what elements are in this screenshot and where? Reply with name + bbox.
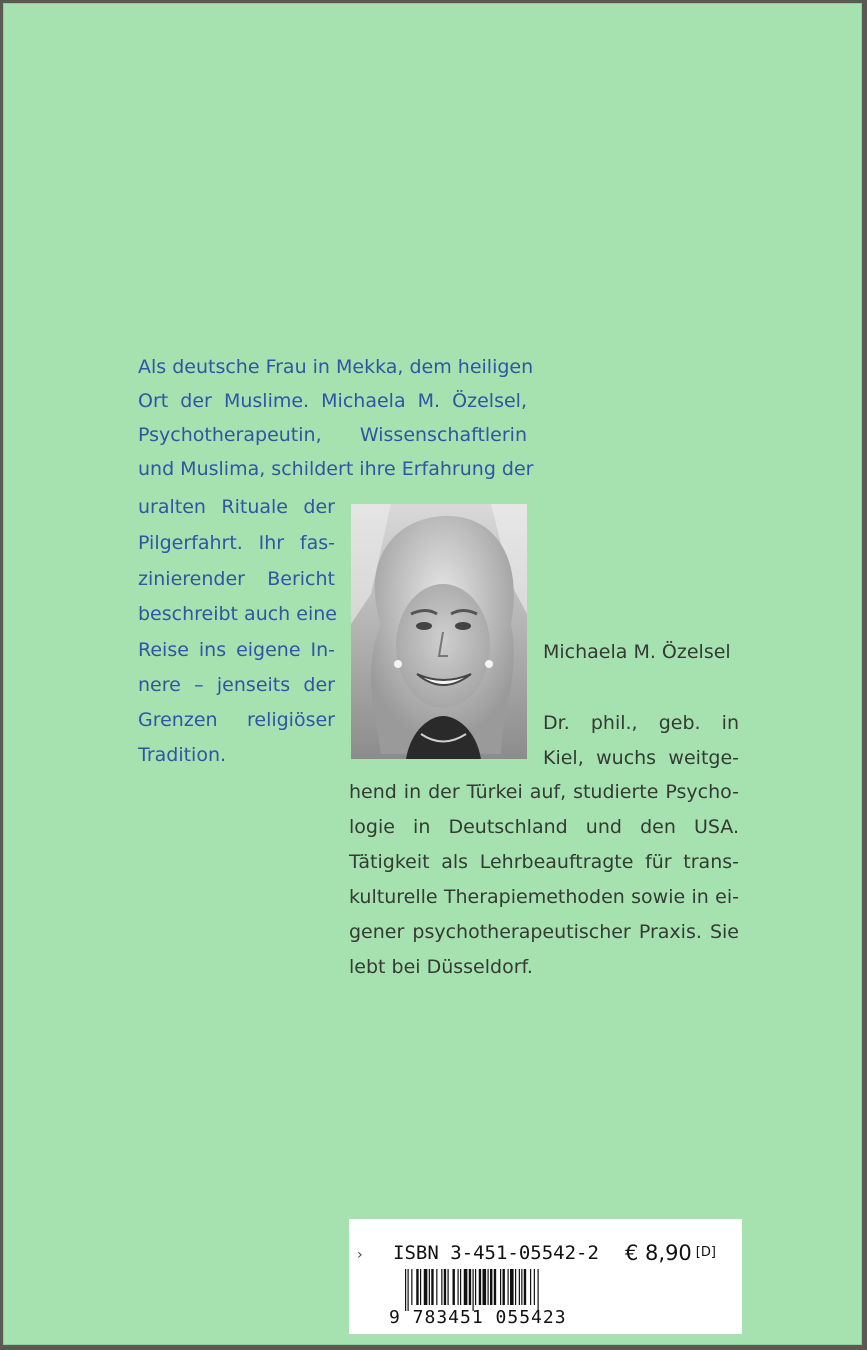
blurb-line: Ort der Muslime. Michaela M. Özelsel, (138, 390, 527, 412)
blurb-line: Reise ins eigene In- (138, 639, 335, 661)
price-value: € 8,90 (625, 1241, 692, 1265)
barcode-bar (444, 1269, 446, 1305)
bio-line: Tätigkeit als Lehrbeauftragte für trans- (349, 851, 739, 873)
bio-line: hend in der Türkei auf, studierte Psycho- (349, 781, 739, 803)
barcode-bar (458, 1269, 459, 1305)
blurb-line: Pilgerfahrt. Ihr fas- (138, 532, 335, 554)
author-name: Michaela M. Özelsel (543, 641, 731, 663)
book-back-cover (3, 3, 862, 1345)
barcode-bar (464, 1269, 468, 1305)
barcode-bar (521, 1269, 522, 1305)
barcode-bar (524, 1269, 526, 1305)
barcode-bar (508, 1269, 509, 1305)
barcode-bar (534, 1269, 535, 1305)
barcode-bar (530, 1269, 531, 1305)
isbn-number: ISBN 3-451-05542-2 (393, 1242, 599, 1264)
barcode-bar (473, 1269, 474, 1311)
blurb-line: Psychotherapeutin, Wissenschaftlerin (138, 424, 527, 446)
barcode-bar (420, 1269, 421, 1305)
blurb-line: Als deutsche Frau in Mekka, dem heiligen (138, 356, 534, 378)
bio-line: Dr. phil., geb. in (543, 712, 739, 734)
blurb-line: und Muslima, schildert ihre Erfahrung der (138, 458, 534, 480)
barcode-icon (405, 1269, 591, 1311)
blurb-line: beschreibt auch eine (138, 603, 337, 625)
bio-line: gener psychotherapeutischer Praxis. Sie (349, 921, 739, 943)
barcode-bar (436, 1269, 437, 1305)
barcode-bar (448, 1269, 449, 1305)
barcode-bar (483, 1269, 487, 1305)
barcode-bar (411, 1269, 412, 1305)
barcode-bar (424, 1269, 428, 1305)
barcode-bar (469, 1269, 471, 1305)
blurb-line: Grenzen religiöser (138, 709, 335, 731)
bio-line: lebt bei Düsseldorf. (349, 956, 533, 978)
barcode-bar (460, 1269, 461, 1305)
barcode-bar (479, 1269, 481, 1305)
blurb-line: Tradition. (138, 744, 227, 766)
ean-digits: 9 783451 055423 (389, 1307, 567, 1328)
barcode-bar (503, 1269, 505, 1305)
blurb-line: zinierender Bericht (138, 568, 335, 590)
barcode-bar (429, 1269, 430, 1305)
bio-line: kulturelle Therapiemethoden sowie in ei- (349, 886, 739, 908)
barcode-bar (441, 1269, 442, 1305)
price-label (625, 1241, 716, 1265)
author-photo (351, 504, 527, 759)
bio-line: logie in Deutschland und den USA. (349, 816, 739, 838)
barcode-bar (500, 1269, 501, 1305)
blurb-line: nere – jenseits der (138, 674, 335, 696)
barcode-bar (405, 1269, 406, 1311)
barcode-bar (408, 1269, 409, 1311)
barcode-bar (538, 1269, 539, 1311)
barcode-bar (416, 1269, 418, 1305)
blurb-line: uralten Rituale der (138, 496, 335, 518)
corner-mark-icon: › (357, 1247, 363, 1263)
barcode-bar (453, 1269, 455, 1305)
price-region: [D] (695, 1245, 716, 1260)
barcode-bar (475, 1269, 476, 1305)
barcode-bar (515, 1269, 516, 1305)
barcode-bar (510, 1269, 514, 1305)
barcode-bar (431, 1269, 433, 1305)
bio-line: Kiel, wuchs weitge- (543, 747, 739, 769)
barcode-bar (519, 1269, 520, 1305)
barcode-bar (490, 1269, 492, 1305)
barcode-panel (349, 1219, 742, 1334)
barcode-bar (494, 1269, 496, 1305)
barcode-bar (488, 1269, 489, 1305)
